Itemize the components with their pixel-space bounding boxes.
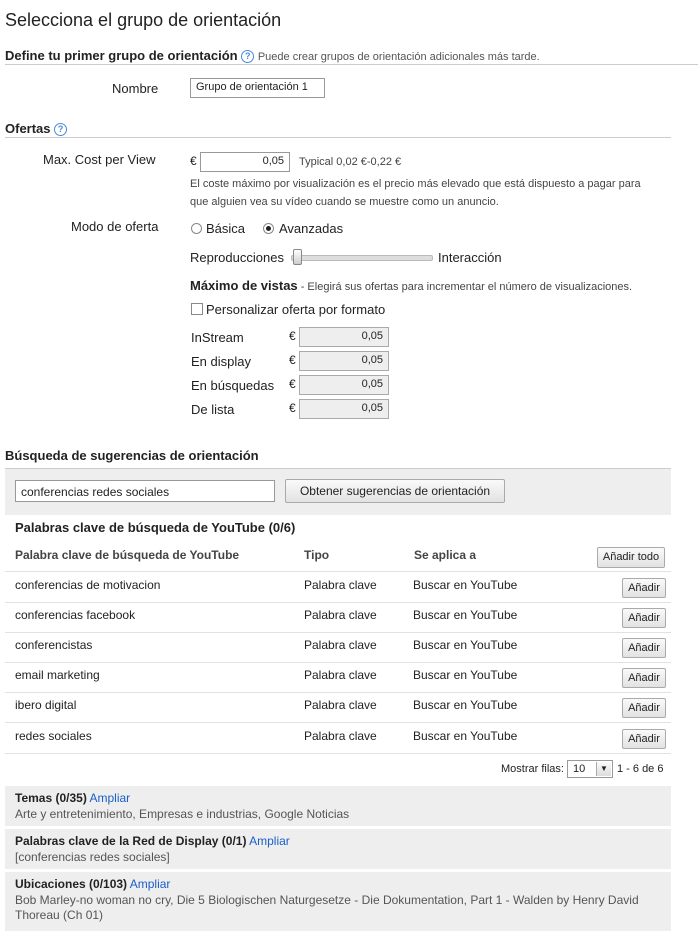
search-input[interactable]: conferencias redes sociales — [15, 480, 275, 502]
ubicaciones-desc-1: Bob Marley-no woman no cry, Die 5 Biologischen Naturgesetze - Die Dokumentation, Part 1 - Walden by Henry David — [15, 893, 639, 907]
bid-slider-track[interactable] — [291, 255, 433, 261]
type-cell: Palabra clave — [304, 608, 377, 622]
rows-select-value: 10 — [573, 763, 586, 775]
applies-cell: Buscar en YouTube — [413, 729, 518, 743]
col-type-header: Tipo — [304, 548, 330, 562]
display-keywords-title: Palabras clave de la Red de Display (0/1) — [15, 834, 247, 848]
format-bid-input[interactable]: 0,05 — [299, 399, 389, 419]
bid-slider-handle[interactable] — [293, 249, 302, 265]
slider-left-label: Reproducciones — [190, 250, 284, 265]
range-text: 1 - 6 de 6 — [617, 763, 664, 775]
keyword-cell: ibero digital — [15, 698, 77, 712]
temas-desc: Arte y entretenimiento, Empresas e industrias, Google Noticias — [15, 807, 350, 821]
type-cell: Palabra clave — [304, 638, 377, 652]
divider — [5, 632, 671, 633]
applies-cell: Buscar en YouTube — [413, 668, 518, 682]
keyword-cell: conferencistas — [15, 638, 93, 652]
rows-label: Mostrar filas: — [501, 763, 564, 775]
type-cell: Palabra clave — [304, 578, 377, 592]
add-button[interactable]: Añadir — [622, 668, 666, 688]
ubicaciones-desc-2: Thoreau (Ch 01) — [15, 908, 104, 922]
define-hint: Puede crear grupos de orientación adicionales más tarde. — [257, 51, 540, 63]
divider — [5, 137, 671, 138]
divider — [5, 753, 671, 754]
add-button[interactable]: Añadir — [622, 729, 666, 749]
cpv-desc-2: que alguien vea su vídeo cuando se muestre como un anuncio. — [190, 196, 499, 208]
format-bid-input[interactable]: 0,05 — [299, 375, 389, 395]
customize-label: Personalizar oferta por formato — [206, 302, 386, 317]
ofertas-heading-text: Ofertas — [5, 121, 51, 136]
name-label: Nombre — [112, 81, 159, 96]
customize-checkbox[interactable] — [191, 303, 203, 315]
divider — [5, 571, 671, 572]
add-button[interactable]: Añadir — [622, 608, 666, 628]
divider — [5, 722, 671, 723]
basic-radio[interactable] — [191, 223, 202, 234]
divider — [5, 64, 698, 65]
keyword-cell: conferencias de motivacion — [15, 578, 161, 592]
type-cell: Palabra clave — [304, 668, 377, 682]
keywords-title: Palabras clave de búsqueda de YouTube (0/6) — [15, 520, 296, 535]
ubicaciones-expand-link[interactable]: Ampliar — [129, 877, 171, 891]
col-applies-header: Se aplica a — [414, 548, 477, 562]
currency-symbol: € — [289, 329, 296, 343]
basic-radio-label: Básica — [206, 221, 246, 236]
max-cpv-input[interactable]: 0,05 — [200, 152, 290, 172]
format-bid-input[interactable]: 0,05 — [299, 351, 389, 371]
cpv-desc-1: El coste máximo por visualización es el precio más elevado que está dispuesto a pagar para — [190, 178, 641, 190]
advanced-radio[interactable] — [263, 223, 274, 234]
advanced-radio-label: Avanzadas — [279, 221, 344, 236]
help-icon[interactable]: ? — [241, 50, 254, 63]
keyword-cell: email marketing — [15, 668, 100, 682]
add-button[interactable]: Añadir — [622, 638, 666, 658]
max-views-title: Máximo de vistas — [190, 278, 298, 293]
col-keyword-header: Palabra clave de búsqueda de YouTube — [15, 548, 240, 562]
divider — [5, 662, 671, 663]
type-cell: Palabra clave — [304, 729, 377, 743]
display-keywords-expand-link[interactable]: Ampliar — [249, 834, 290, 848]
currency-symbol: € — [289, 401, 296, 415]
applies-cell: Buscar en YouTube — [413, 638, 518, 652]
define-heading — [5, 48, 540, 63]
help-icon[interactable]: ? — [54, 123, 67, 136]
format-label: En display — [191, 354, 251, 369]
currency-symbol: € — [289, 353, 296, 367]
currency-symbol: € — [190, 154, 197, 168]
divider — [5, 692, 671, 693]
applies-cell: Buscar en YouTube — [413, 608, 518, 622]
max-views — [190, 278, 632, 293]
ubicaciones-header — [15, 877, 170, 891]
format-bid-input[interactable]: 0,05 — [299, 327, 389, 347]
format-label: En búsquedas — [191, 378, 275, 393]
slider-right-label: Interacción — [438, 250, 502, 265]
add-button[interactable]: Añadir — [622, 578, 666, 598]
type-cell: Palabra clave — [304, 698, 377, 712]
define-heading-text: Define tu primer grupo de orientación — [5, 48, 238, 63]
applies-cell: Buscar en YouTube — [413, 698, 518, 712]
bid-mode-label: Modo de oferta — [71, 219, 159, 234]
search-heading: Búsqueda de sugerencias de orientación — [5, 448, 259, 463]
rows-select[interactable] — [567, 760, 613, 778]
display-keywords-desc: [conferencias redes sociales] — [15, 850, 170, 864]
keyword-cell: redes sociales — [15, 729, 92, 743]
currency-symbol: € — [289, 377, 296, 391]
temas-header — [15, 791, 130, 805]
ofertas-heading — [5, 121, 67, 136]
divider — [5, 602, 671, 603]
get-suggestions-button[interactable]: Obtener sugerencias de orientación — [285, 479, 505, 503]
temas-title: Temas (0/35) — [15, 791, 87, 805]
chevron-down-icon: ▼ — [596, 762, 611, 776]
max-views-desc: - Elegirá sus ofertas para incrementar el número de visualizaciones. — [297, 281, 633, 293]
format-label: De lista — [191, 402, 235, 417]
keyword-cell: conferencias facebook — [15, 608, 136, 622]
add-button[interactable]: Añadir — [622, 698, 666, 718]
ubicaciones-title: Ubicaciones (0/103) — [15, 877, 128, 891]
display-keywords-header — [15, 834, 290, 848]
max-cpv-label: Max. Cost per View — [43, 152, 156, 167]
applies-cell: Buscar en YouTube — [413, 578, 518, 592]
page-title: Selecciona el grupo de orientación — [5, 10, 282, 30]
add-all-button[interactable]: Añadir todo — [597, 547, 665, 568]
temas-expand-link[interactable]: Ampliar — [89, 791, 131, 805]
format-label: InStream — [191, 330, 244, 345]
name-input[interactable]: Grupo de orientación 1 — [190, 78, 325, 98]
typical-range: Typical 0,02 €-0,22 € — [299, 156, 402, 168]
